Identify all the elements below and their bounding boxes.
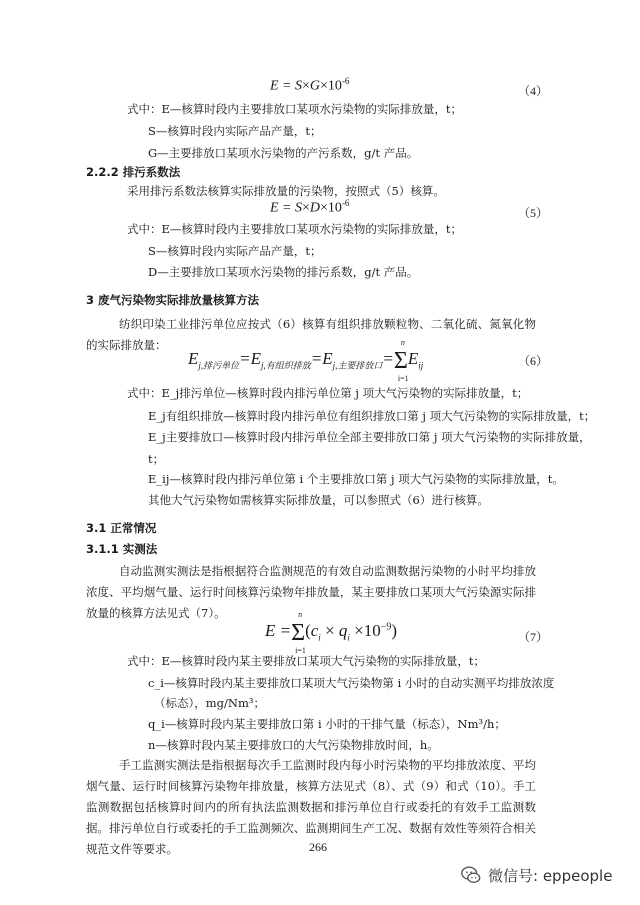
eq7-def-E: 式中：E—核算时段内某主要排放口某项大气污染物的实际排放量，t； xyxy=(127,654,486,668)
eq6-def-Ej-main-outlet-cont: t； xyxy=(148,452,165,466)
eq7-def-n: n—核算时段内某主要排放口的大气污染物排放时间，h。 xyxy=(148,738,439,752)
eq5-def-E: 式中：E—核算时段内主要排放口某项水污染物的实际排放量，t； xyxy=(127,222,463,236)
eq7-def-ci: c_i—核算时段内某主要排放口某项大气污染物第 i 小时的自动实测平均排放浓度 xyxy=(148,676,555,690)
eq4-def-E: 式中：E—核算时段内主要排放口某项水污染物的实际排放量，t； xyxy=(127,102,463,116)
manual-monitoring-para: 手工监测实测法是指根据每次手工监测时段内每小时污染物的平均排放浓度、平均烟气量、运行时间核算污染物年排放量，核算方法见式（8）、式（9）和式（10）。手工监测数据包括核算时间内的所有执法监测数据和排污单位自行或委托的有效手工监测数据。排污单位自行或委托的手工监测频次、监测期间生产工况、数据有效性等须符合相关规范文件等要求。 xyxy=(86,758,536,856)
watermark-text: 微信号: eppeople xyxy=(488,866,613,885)
watermark xyxy=(460,864,612,886)
section-2-2-2-intro: 采用排污系数法核算实际排放量的污染物，按照式（5）核算。 xyxy=(127,184,445,198)
eq4-def-G: G—主要排放口某项水污染物的产污系数，g/t 产品。 xyxy=(148,146,419,160)
eq6-def-Ej-main-outlet: E_j主要排放口—核算时段内排污单位全部主要排放口第 j 项大气污染物的实际排放量， xyxy=(148,430,591,444)
equation-4: $E = S\times G\times 10^{-6}$ xyxy=(270,76,350,94)
eq5-def-D: D—主要排放口某项水污染物的排污系数，g/t 产品。 xyxy=(148,265,419,279)
equation-7: E =Σ n i=1 $(c_i \times q_i \times 10^{-9})$ xyxy=(265,610,398,655)
eq6-def-Ej-unit: 式中：E_j排污单位—核算时段内排污单位第 j 项大气污染物的实际排放量，t； xyxy=(127,386,529,400)
equation-7-number: （7） xyxy=(518,630,549,644)
equation-6-number: （6） xyxy=(518,354,549,368)
eq5-def-S: S—核算时段内实际产品产量，t； xyxy=(148,244,322,258)
section-2-2-2-title: 2.2.2 排污系数法 xyxy=(86,165,181,179)
equation-5-number: （5） xyxy=(518,206,549,220)
eq6-note: 其他大气污染物如需核算实际排放量，可以参照式（6）进行核算。 xyxy=(148,493,489,507)
section-3-title: 3 废气污染物实际排放量核算方法 xyxy=(86,293,260,307)
eq7-def-qi: q_i—核算时段内某主要排放口第 i 小时的干排气量（标态），Nm³/h； xyxy=(148,717,506,731)
eq7-def-ci-cont: （标态），mg/Nm³； xyxy=(154,696,265,710)
section-3-intro: 纺织印染工业排污单位应按式（6）核算有组织排放颗粒物、二氧化硫、氮氧化物的实际排放量： xyxy=(86,317,536,352)
equation-4-number: （4） xyxy=(518,84,549,98)
section-3-1-1-para: 自动监测实测法是指根据符合监测规范的有效自动监测数据污染物的小时平均排放浓度、平均烟气量、运行时间核算污染物年排放量，某主要排放口某项大气污染源实际排放量的核算方法见式（7）。 xyxy=(86,564,536,620)
eq6-def-Eij: E_ij—核算时段内排污单位第 i 个主要排放口第 j 项大气污染物的实际排放量，t。 xyxy=(148,472,564,486)
page-number: 266 xyxy=(309,840,327,854)
eq4-def-S: S—核算时段内实际产品产量，t； xyxy=(148,124,322,138)
section-3-1-title: 3.1 正常情况 xyxy=(86,521,157,535)
section-3-1-1-title: 3.1.1 实测法 xyxy=(86,542,158,556)
eq6-def-Ej-organized: E_j有组织排放—核算时段内排污单位有组织排放口第 j 项大气污染物的实际排放量，t； xyxy=(148,409,596,423)
wechat-icon xyxy=(460,864,482,886)
equation-6: $E_{j,排污单位}=E_{j,有组织排放}=E_{j,主要排放口}=\Sigma$ n i=1 $E_{ij}$ xyxy=(188,338,424,383)
equation-5: $E = S\times D\times 10^{-6}$ xyxy=(270,198,350,216)
